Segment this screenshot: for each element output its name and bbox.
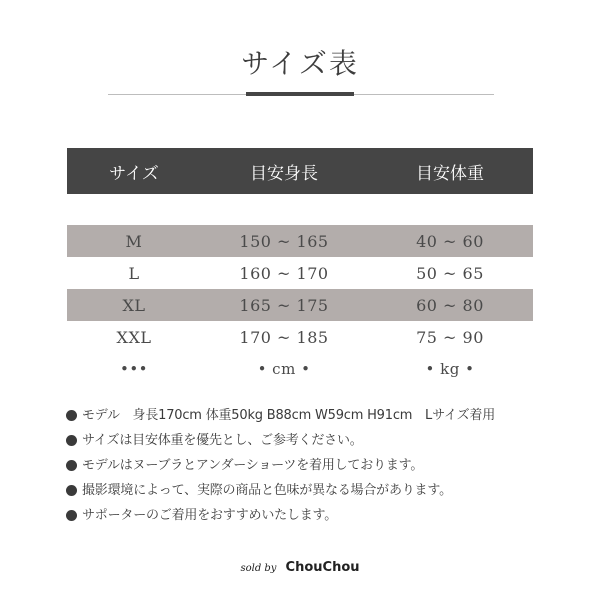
note-item	[66, 403, 536, 428]
bullet-icon	[66, 510, 77, 521]
note-text: モデルはヌーブラとアンダーショーツを着用しております。	[82, 458, 424, 473]
bullet-icon	[66, 460, 77, 471]
bullet-icon	[66, 485, 77, 496]
height-cell: 150 ~ 165	[239, 231, 329, 251]
size-cell: L	[128, 263, 140, 283]
page-title: サイズ表	[241, 47, 359, 80]
size-cell: XL	[122, 295, 146, 315]
table-header	[67, 148, 533, 194]
note-item	[66, 428, 536, 453]
note-text: サポーターのご着用をおすすめいたします。	[82, 508, 338, 523]
note-item	[66, 453, 536, 478]
weight-unit-cell: • kg •	[425, 360, 475, 378]
size-table	[67, 148, 533, 385]
notes-list	[66, 403, 536, 528]
table-row	[67, 257, 533, 289]
table-row	[67, 321, 533, 353]
weight-cell: 50 ~ 65	[416, 263, 484, 283]
header-height: 目安身長	[250, 163, 318, 184]
height-cell: 170 ~ 185	[239, 327, 329, 347]
table-row	[67, 225, 533, 257]
weight-cell: 60 ~ 80	[416, 295, 484, 315]
size-cell: M	[125, 231, 143, 251]
weight-cell: 40 ~ 60	[416, 231, 484, 251]
note-text: 撮影環境によって、実際の商品と色味が異なる場合があります。	[82, 483, 452, 498]
note-text: サイズは目安体重を優先とし、ご参考ください。	[82, 433, 363, 448]
header-weight: 目安体重	[416, 163, 484, 184]
note-text: モデル 身長170cm 体重50kg B88cm W59cm H91cm Lサイズ着用	[82, 408, 496, 423]
header-size: サイズ	[109, 163, 159, 184]
brand-name: ChouChou	[285, 560, 360, 575]
note-item	[66, 503, 536, 528]
unit-row	[67, 353, 533, 385]
footer	[0, 556, 600, 575]
note-item	[66, 478, 536, 503]
bullet-icon	[66, 435, 77, 446]
bullet-icon	[66, 410, 77, 421]
weight-cell: 75 ~ 90	[416, 327, 484, 347]
sold-by-label: sold by	[240, 563, 277, 574]
height-unit-cell: • cm •	[257, 360, 311, 378]
size-cell: XXL	[116, 327, 152, 347]
height-cell: 160 ~ 170	[239, 263, 329, 283]
title-underline-accent	[246, 92, 354, 96]
ellipsis-cell: •••	[119, 360, 149, 378]
table-row	[67, 289, 533, 321]
height-cell: 165 ~ 175	[239, 295, 329, 315]
